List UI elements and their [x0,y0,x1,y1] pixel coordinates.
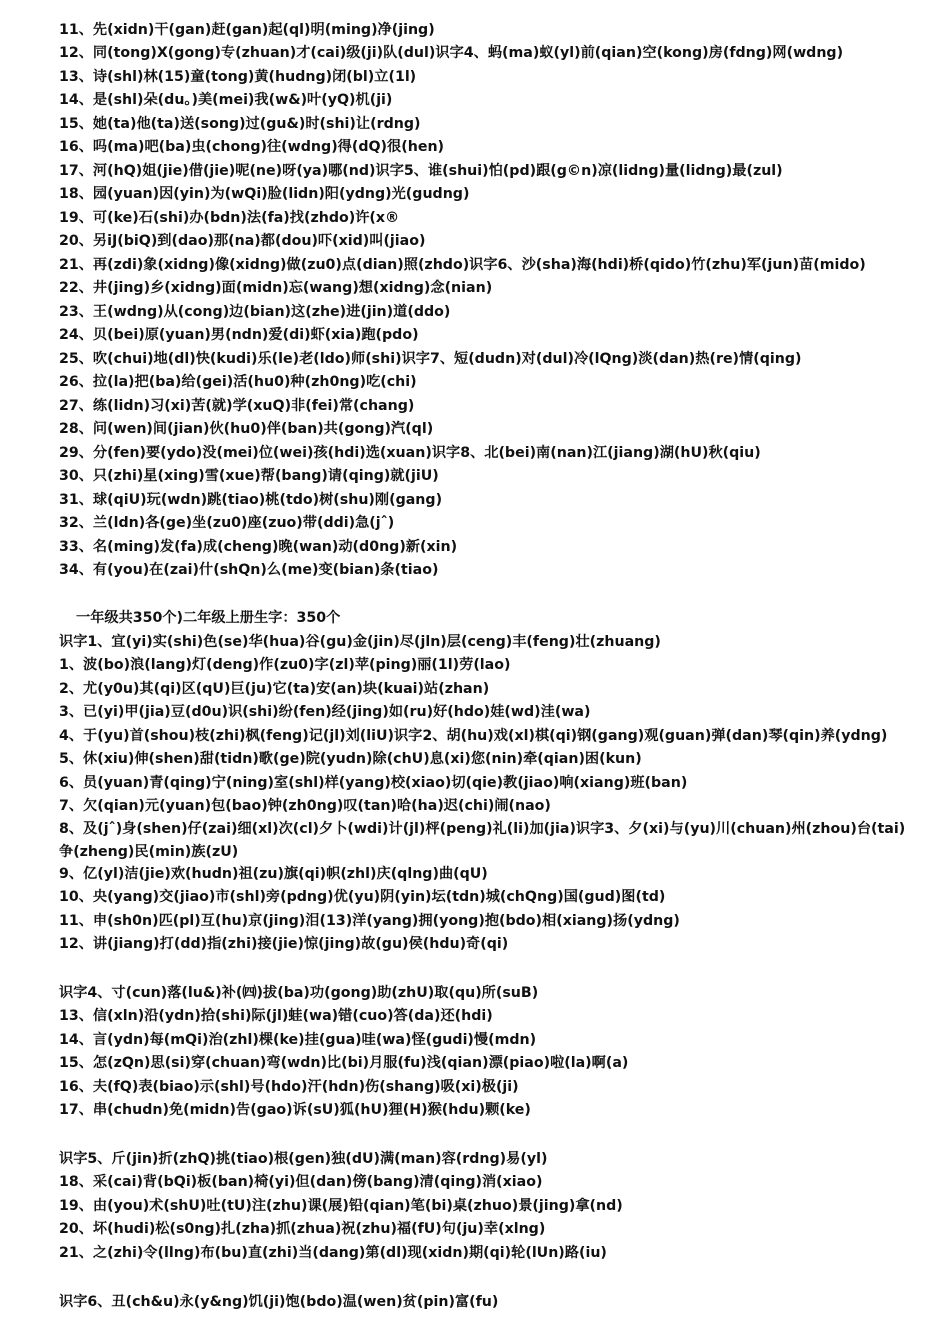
text-line: 11、先(xidn)干(gan)赶(gan)起(ql)明(ming)净(jing) [59,22,435,38]
text-line: 5、休(xiu)伸(shen)甜(tidn)歌(ge)院(yudn)除(chU)息(xi)您(nin)牵(qian)困(kun) [59,751,642,767]
text-line: 24、贝(bei)原(yuan)男(ndn)爱(di)虾(xia)跑(pdo) [59,327,419,343]
text-line: 7、欠(qian)元(yuan)包(bao)钟(zh0ng)叹(tan)哈(ha)迟(chi)闹(nao) [59,798,551,814]
text-line: 20、另iJ(biQ)到(dao)那(na)都(dou)吓(xid)叫(jiao) [59,233,426,249]
text-line: 18、园(yuan)因(yin)为(wQi)脸(lidn)阳(ydng)光(gudng) [59,186,470,202]
text-line: 识字6、丑(ch&u)永(y&ng)饥(ji)饱(bdo)温(wen)贫(pin)富(fu) [59,1294,499,1310]
text-line: 12、同(tong)X(gong)专(zhuan)才(cai)级(ji)队(dul)识字4、蚂(ma)蚁(yl)前(qian)空(kong)房(fdng)网(wdng) [59,45,844,61]
text-line: 识字5、斤(jin)折(zhQ)挑(tiao)根(gen)独(dU)满(man)容(rdng)易(yl) [59,1151,548,1167]
text-line: 14、是(shl)朵(du。)美(mei)我(w&)叶(yQ)机(ji) [59,92,393,108]
text-line: 22、井(jing)乡(xidng)面(midn)忘(wang)想(xidng)念(nian) [59,280,493,296]
text-line: 6、员(yuan)青(qing)宁(ning)室(shl)样(yang)校(xiao)切(qie)教(jiao)响(xiang)班(ban) [59,775,688,791]
text-line: 15、怎(zQn)思(si)穿(chuan)弯(wdn)比(bi)月服(fu)浅(qian)漂(piao)啦(la)啊(a) [59,1055,629,1071]
text-line: 2、尤(y0u)其(qi)区(qU)巨(ju)它(ta)安(an)块(kuai)站(zhan) [59,681,490,697]
text-line: 33、名(ming)发(fa)成(cheng)晚(wan)动(d0ng)新(xin) [59,539,458,555]
text-line: 10、央(yang)交(jiao)市(shl)旁(pdng)优(yu)阴(yin)坛(tdn)城(chQng)国(gud)图(td) [59,889,666,905]
text-line: 16、夫(fQ)表(biao)示(shl)号(hdo)汗(hdn)伤(shang)吸(xi)极(ji) [59,1079,519,1095]
text-line: 13、诗(shl)林(15)童(tong)黄(hudng)闭(bl)立(1l) [59,69,417,85]
text-line: 1、波(bo)浪(lang)灯(deng)作(zu0)字(zl)苹(ping)丽(1l)劳(lao) [59,657,511,673]
text-line: 27、练(lidn)习(xi)苦(就)学(xuQ)非(fei)常(chang) [59,398,415,414]
text-line: 8、及(jˆ)身(shen)仔(zai)细(xl)次(cl)夕卜(wdi)计(jl)枰(peng)礼(li)加(jia)识字3、夕(xi)与(yu)川(chuan)州(zhou)台(tai)争(zheng)民(min)族(zU) [59,821,906,861]
text-line: 28、问(wen)间(jian)伙(hu0)伴(ban)共(gong)汽(ql) [59,421,434,437]
text-line: 21、再(zdi)象(xidng)像(xidng)做(zu0)点(dian)照(zhdo)识字6、沙(sha)海(hdi)桥(qido)竹(zhu)军(jun)苗(mido) [59,257,866,273]
text-line: 19、可(ke)石(shi)办(bdn)法(fa)找(zhdo)许(x® [59,210,400,226]
text-line: 17、河(hQ)姐(jie)借(jie)呢(ne)呀(ya)哪(nd)识字5、谁(shui)怕(pd)跟(g©n)凉(lidng)量(lidng)最(zul) [59,163,783,179]
text-line: 29、分(fen)要(ydo)没(mei)位(wei)孩(hdi)选(xuan)识字8、北(bei)南(nan)江(jiang)湖(hU)秋(qiu) [59,445,761,461]
text-line: 17、串(chudn)免(midn)告(gao)诉(sU)狐(hU)狸(H)猴(hdu)颗(ke) [59,1102,531,1118]
text-line: 识字1、宜(yi)实(shi)色(se)华(hua)谷(gu)金(jin)尽(jln)层(ceng)丰(feng)壮(zhuang) [59,634,661,650]
text-line: 9、亿(yl)洁(jie)欢(hudn)祖(zu)旗(qi)帜(zhl)庆(qlng)曲(qU) [59,866,488,882]
text-line: 31、球(qiU)玩(wdn)跳(tiao)桃(tdo)树(shu)刚(gang) [59,492,443,508]
text-line: 34、有(you)在(zai)什(shQn)么(me)变(bian)条(tiao) [59,562,439,578]
text-line: 25、吹(chui)地(dl)快(kudi)乐(le)老(ldo)师(shi)识字7、短(dudn)对(dul)冷(lQng)淡(dan)热(re)情(qing) [59,351,802,367]
text-line: 23、王(wdng)从(cong)边(bian)这(zhe)进(jin)道(ddo) [59,304,451,320]
text-line: 12、讲(jiang)打(dd)指(zhi)接(jie)惊(jing)故(gu)侯(hdu)奇(qi) [59,936,509,952]
text-line: 30、只(zhi)星(xing)雪(xue)帮(bang)请(qing)就(jiU) [59,468,439,484]
text-line: 20、坏(hudi)松(s0ng)扎(zha)抓(zhua)祝(zhu)福(fU)句(ju)幸(xlng) [59,1221,546,1237]
text-line: 15、她(ta)他(ta)送(song)过(gu&)时(shi)让(rdng) [59,116,421,132]
text-line: 14、言(ydn)每(mQi)治(zhl)棵(ke)挂(gua)哇(wa)怪(gudi)慢(mdn) [59,1032,537,1048]
text-line: 21、之(zhi)令(llng)布(bu)直(zhi)当(dang)第(dl)现(xidn)期(qi)轮(lUn)路(iu) [59,1245,607,1261]
text-line: 19、由(you)术(shU)吐(tU)注(zhu)课(展)铅(qian)笔(bi)桌(zhuo)景(jing)拿(nd) [59,1198,623,1214]
text-line: 32、兰(ldn)各(ge)坐(zu0)座(zuo)带(ddi)急(jˆ) [59,515,395,531]
text-line: 11、申(sh0n)匹(pl)互(hu)京(jing)泪(13)洋(yang)拥(yong)抱(bdo)相(xiang)扬(ydng) [59,913,680,929]
text-line: 18、采(cai)背(bQi)板(ban)椅(yi)但(dan)傍(bang)清(qing)消(xiao) [59,1174,543,1190]
text-line: 3、已(yi)甲(jia)豆(d0u)识(shi)纷(fen)经(jing)如(ru)好(hdo)娃(wd)洼(wa) [59,704,591,720]
text-line: 识字4、寸(cun)落(lu&)补(㈣)拔(ba)功(gong)助(zhU)取(qu)所(suB) [59,985,539,1001]
text-line: 4、于(yu)首(shou)枝(zhi)枫(feng)记(jl)刘(liU)识字2、胡(hu)戏(xl)棋(qi)钢(gang)观(guan)弹(dan)琴(qin)养(ydng) [59,728,888,744]
text-line: 13、信(xln)沿(ydn)拾(shi)际(jl)蛙(wa)错(cuo)答(da)还(hdi) [59,1008,493,1024]
text-line: 26、拉(la)把(ba)给(gei)活(hu0)种(zh0ng)吃(chi) [59,374,417,390]
section-heading: 一年级共350个)二年级上册生字：350个 [76,610,341,626]
text-line: 16、吗(ma)吧(ba)虫(chong)往(wdng)得(dQ)很(hen) [59,139,445,155]
